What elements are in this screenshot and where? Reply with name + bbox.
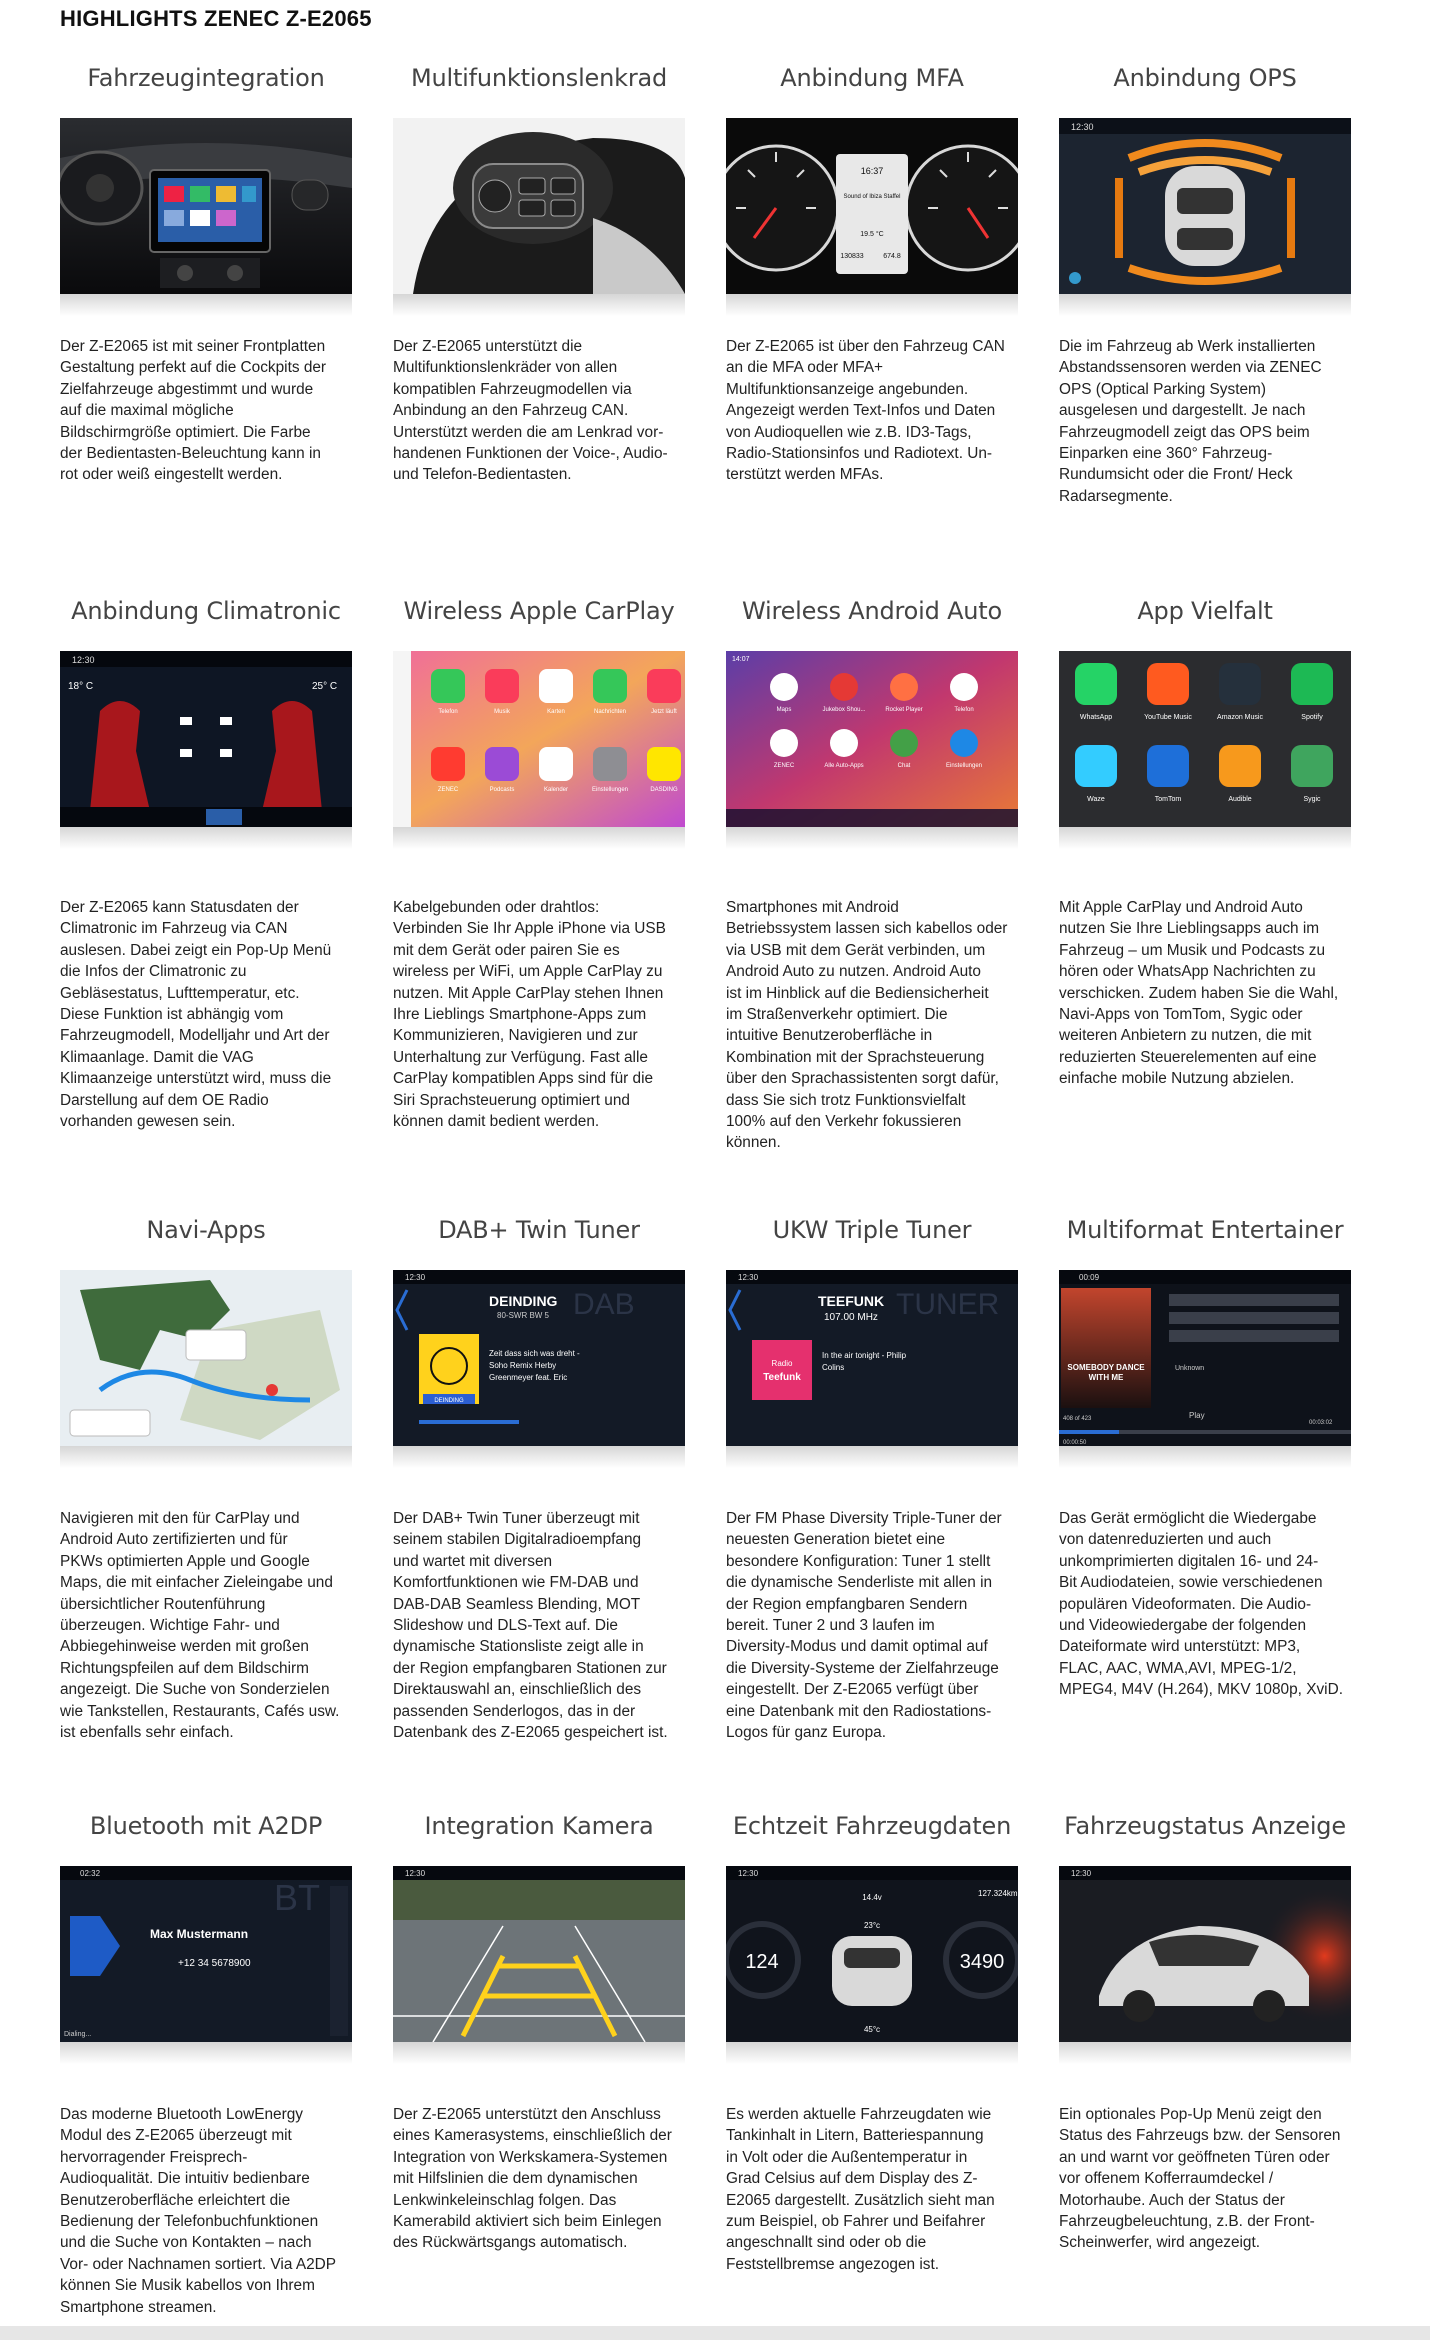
station-ensemble: 80-SWR BW 5: [497, 1311, 550, 1320]
card-description: Der FM Phase Diversity Triple-Tuner der neuesten Generation bietet eine besondere Konfiguration: Tuner 1 stellt die dynamische Senderliste mit allen in der Region empfangbaren Sendern bereit. Tuner 2 und 3 laufen im Diversity-Modus und damit optimal auf die Diversity-Systeme der Zielfahrzeuge eingestellt. Der Z-E2065 verfügt über eine Datenbank mit den Radiostations- Logos für ganz Europa.: [726, 1510, 1002, 1742]
image-shadow: [60, 827, 352, 849]
app-label: Jukebox Shou...: [822, 707, 866, 713]
mfa-trip: 674.8: [883, 253, 901, 260]
card-title: UKW Triple Tuner: [772, 1216, 972, 1244]
feature-card-anbindung-ops: [1059, 64, 1351, 505]
status-time: 12:30: [1071, 122, 1094, 132]
card-description: Smartphones mit Android Betriebssystem lassen sich kabellos oder via USB mit dem Gerät verbinden, um Android Auto zu nutzen. Android Auto ist im Hinblick auf die Bediensicherheit im Straßenverkehr optimiert. Die intuitive Benutzeroberfläche in Kombination mit der Sprachsteuerung über den Sprachassistenten sorgt dafür, dass Sie sich trotz Funktionsvielfalt 100% auf den Verkehr fokussieren können.: [726, 899, 1008, 1152]
card-title: Bluetooth mit A2DP: [89, 1812, 323, 1840]
media-player-screen: [1059, 1270, 1351, 1446]
card-title: App Vielfalt: [1137, 597, 1273, 625]
card-title: Integration Kamera: [424, 1812, 654, 1840]
source-watermark: TUNER: [896, 1288, 1000, 1321]
image-shadow: [393, 827, 685, 849]
image-shadow: [1059, 2042, 1351, 2064]
steering-wheel-buttons-photo: [393, 118, 685, 294]
card-description: Kabelgebunden oder drahtlos: Verbinden Sie Ihr Apple iPhone via USB mit dem Gerät oder pairen Sie es wireless per WiFi, um Apple CarPlay zu nutzen. Mit Apple CarPlay stehen Ihnen Ihre Lieblings Smartphone-Apps zum Kommunizieren, Navigieren und zur Unterhaltung zur Verfügung. Fast alle CarPlay kompatiblen Apps sind für die Siri Sprachsteuerung optimiert und können damit bedient werden.: [393, 899, 666, 1131]
source-watermark: DAB: [573, 1288, 635, 1321]
feature-card-fahrzeugintegration: [60, 64, 352, 484]
track-artist: Colins: [822, 1363, 845, 1372]
app-label: Kalender: [543, 787, 569, 793]
instrument-cluster-photo: [726, 118, 1018, 294]
station-logo-radio: Radio: [771, 1359, 793, 1368]
album-title: SOMEBODY DANCE: [1067, 1363, 1145, 1372]
app-label: Maps: [776, 707, 792, 713]
frequency: 107.00 MHz: [824, 1312, 878, 1323]
card-title: Anbindung MFA: [780, 64, 964, 92]
battery-voltage: 14.4v: [862, 1893, 882, 1902]
app-label: Nachrichten: [593, 709, 627, 715]
feature-card-multifunktionslenkrad: [393, 64, 685, 484]
car-cockpit-photo: [60, 118, 352, 294]
card-description: Der Z-E2065 unterstützt die Multifunktionslenkräder von allen kompatiblen Fahrzeugmodellen via Anbindung an den Fahrzeug CAN. Unterstützt werden die am Lenkrad vor- handenen Funktionen der Voice-, Audio- und Telefon-Bedientasten.: [393, 338, 668, 484]
card-title: Wireless Apple CarPlay: [403, 597, 675, 625]
card-title: Navi-Apps: [146, 1216, 266, 1244]
image-shadow: [1059, 294, 1351, 316]
app-label: Sygic: [1303, 796, 1321, 803]
track-artist: Greenmeyer feat. Eric: [489, 1373, 568, 1382]
status-time: 14:07: [732, 656, 750, 663]
status-time: 12:30: [1071, 1869, 1092, 1878]
app-label: YouTube Music: [1144, 714, 1192, 721]
track-title: In the air tonight - Philip: [822, 1351, 907, 1360]
app-label: ZENEC: [773, 763, 795, 769]
climate-screen: [60, 651, 352, 827]
image-shadow: [60, 2042, 352, 2064]
android-auto-screen: [726, 651, 1018, 827]
app-label: Rocket Player: [885, 707, 923, 713]
card-title: Anbindung Climatronic: [71, 597, 341, 625]
image-shadow: [726, 294, 1018, 316]
contact-number: +12 34 5678900: [178, 1958, 251, 1969]
status-time: 12:30: [738, 1869, 759, 1878]
station-name: TEEFUNK: [818, 1293, 885, 1309]
navigation-map-screen: [60, 1270, 352, 1446]
track-title: Zeit dass sich was dreht -: [489, 1349, 580, 1358]
app-label: Chat: [897, 763, 911, 769]
image-shadow: [1059, 1446, 1351, 1468]
card-description: Der Z-E2065 ist mit seiner Frontplatten Gestaltung perfekt auf die Cockpits der Zielfahrzeuge abgestimmt und wurde auf die maximal mögliche Bildschirmgröße optimiert. Die Farbe der Bedientasten-Beleuchtung kann in rot oder weiß eingestellt werden.: [60, 338, 327, 484]
card-description: Die im Fahrzeug ab Werk installierten Abstandssensoren werden via ZENEC OPS (Optical Parking System) ausgelesen und dargestellt. Je nach Fahrzeugmodell zeigt das OPS beim Einparken eine 360° Fahrzeug- Rundumsicht oder die Front/ Heck Radarsegmente.: [1059, 338, 1322, 505]
fm-radio-screen: [726, 1270, 1018, 1446]
image-shadow: [393, 294, 685, 316]
card-description: Das Gerät ermöglicht die Wiedergabe von datenreduzierten und auch unkomprimierten digitalen 16- und 24- Bit Audiodateien, sowie verschiedenen populären Videoformaten. Die Audio- und Videowiedergabe der folgenden Dateiformate wird unterstützt: MP3, FLAC, AAC, WMA,AVI, MPEG-1/2, MPEG4, M4V (H.264), MKV 1080p, XviD.: [1059, 1510, 1343, 1699]
feature-card-app-vielfalt: [1059, 597, 1351, 1088]
feature-card-anbindung-climatronic: [60, 597, 352, 1131]
image-shadow: [393, 1446, 685, 1468]
app-label: Telefon: [438, 709, 458, 715]
carplay-screen: [393, 651, 685, 827]
contact-name: Max Mustermann: [150, 1927, 249, 1941]
feature-card-ukw-triple-tuner: [726, 1216, 1018, 1742]
status-time: 00:09: [1079, 1273, 1100, 1282]
mfa-odometer: 130833: [840, 253, 864, 260]
feature-card-navi-apps: [60, 1216, 352, 1742]
app-label: Telefon: [954, 707, 974, 713]
image-shadow: [726, 2042, 1018, 2064]
app-label: Amazon Music: [1217, 714, 1263, 721]
station-name: DEINDING: [489, 1293, 558, 1309]
card-title: Multifunktionslenkrad: [410, 64, 668, 92]
feature-card-bluetooth-a2dp: [60, 1812, 352, 2316]
bluetooth-phone-screen: [60, 1866, 352, 2042]
outside-temperature: 23°c: [863, 1921, 881, 1930]
card-description: Der Z-E2065 ist über den Fahrzeug CAN an die MFA oder MFA+ Multifunktionsanzeige angebunden. Angezeigt werden Text-Infos und Daten von Audioquellen wie z.B. ID3-Tags, Radio-Stationsinfos und Radiotext. Un- terstützt werden MFAs.: [726, 338, 1005, 484]
card-title: Echtzeit Fahrzeugdaten: [732, 1812, 1012, 1840]
card-title: Multiformat Entertainer: [1066, 1216, 1344, 1244]
elapsed-time: 00:00:50: [1063, 1440, 1087, 1446]
app-label: Podcasts: [489, 787, 515, 793]
app-label: Spotify: [1301, 714, 1323, 721]
source-watermark: BT: [274, 1877, 321, 1918]
card-title: Fahrzeugintegration: [87, 64, 325, 92]
app-label: DASDING: [650, 787, 678, 793]
feature-card-anbindung-mfa: [726, 64, 1018, 484]
station-logo-text: DEINDING: [434, 1398, 464, 1404]
app-label: Jetzt läuft: [651, 709, 677, 715]
card-title: Fahrzeugstatus Anzeige: [1064, 1812, 1346, 1840]
footer-bar: [0, 2326, 1430, 2340]
temp-right: 25° C: [312, 681, 338, 692]
status-time: 12:30: [405, 1869, 426, 1878]
status-time: 12:30: [738, 1273, 759, 1282]
dab-radio-screen: [393, 1270, 685, 1446]
feature-card-fahrzeugstatus-anzeige: [1059, 1812, 1351, 2252]
rear-camera-screen: [393, 1866, 685, 2042]
vehicle-data-screen: [726, 1866, 1018, 2042]
feature-card-multiformat-entertainer: [1059, 1216, 1351, 1699]
odometer: 127.324km: [978, 1889, 1018, 1898]
image-shadow: [726, 1446, 1018, 1468]
station-logo-text: Teefunk: [763, 1372, 801, 1383]
card-description: Der Z-E2065 unterstützt den Anschluss eines Kamerasystems, einschließlich der Integration von Werkskamera-Systemen mit Hilfslinien die dem dynamischen Lenkwinkeleinschlag folgen. Das Kamerabild aktiviert sich beim Einlegen des Rückwärtsgangs automatisch.: [393, 2106, 672, 2252]
parking-sensor-screen: [1059, 118, 1351, 294]
coolant-temperature: 45°c: [863, 2025, 881, 2034]
mfa-temperature: 19.5 °C: [860, 231, 884, 238]
status-time: 12:30: [72, 655, 95, 665]
app-label: Waze: [1087, 796, 1105, 803]
rpm-value: 3490: [959, 1951, 1005, 1973]
app-label: Alle Auto-Apps: [824, 763, 864, 769]
feature-card-wireless-apple-carplay: [393, 597, 685, 1131]
play-label: Play: [1189, 1411, 1205, 1420]
card-description: Ein optionales Pop-Up Menü zeigt den Status des Fahrzeugs bzw. der Sensoren an und warnt vor geöffneten Türen oder vor offenem Kofferraumdeckel / Motorhaube. Auch der Status der Fahrzeugbeleuchtung, z.B. der Front- Scheinwerfer, wird angezeigt.: [1059, 2106, 1341, 2252]
card-description: Der DAB+ Twin Tuner überzeugt mit seinem stabilen Digitalradioempfang und wartet mit diversen Komfortfunktionen wie FM-DAB und DAB-DAB Seamless Blending, MOT Slideshow und DLS-Text auf. Die dynamische Stationsliste zeigt alle in der Region empfangbaren Stationen zur Direktauswahl an, einschließlich des passenden Senderlogos, das in der Datenbank des Z-E2065 gespeichert ist.: [393, 1510, 668, 1742]
card-title: Anbindung OPS: [1113, 64, 1297, 92]
status-time: 02:32: [80, 1869, 101, 1878]
temp-left: 18° C: [68, 681, 94, 692]
feature-card-wireless-android-auto: [726, 597, 1018, 1152]
app-label: ZENEC: [437, 787, 459, 793]
feature-card-dab-twin-tuner: [393, 1216, 685, 1742]
status-time: 12:30: [405, 1273, 426, 1282]
card-description: Navigieren mit den für CarPlay und Android Auto zertifizierten und für PKWs optimierten Apple und Google Maps, die mit einfacher Zieleingabe und übersichtlicher Routenführung überzeugen. Wichtige Fahr- und Abbiegehinweise werden mit großen Richtungspfeilen auf dem Bildschirm angezeigt. Die Suche von Sonderzielen wie Tankstellen, Restaurants, Cafés usw. ist ebenfalls sehr einfach.: [60, 1510, 340, 1742]
app-label: WhatsApp: [1079, 714, 1113, 721]
total-time: 00:03:02: [1309, 1420, 1333, 1426]
card-title: DAB+ Twin Tuner: [438, 1216, 640, 1244]
image-shadow: [1059, 827, 1351, 849]
image-shadow: [393, 2042, 685, 2064]
card-description: Der Z-E2065 kann Statusdaten der Climatronic im Fahrzeug via CAN auslesen. Dabei zeigt ein Pop-Up Menü die Infos der Climatronic zu Gebläsestatus, Lufttemperatur, etc. Diese Funktion ist abhängig vom Fahrzeugmodell, Modelljahr und Art der Klimaanlage. Damit die VAG Klimaanzeige unterstützt wird, muss die Darstellung auf dem OE Radio vorhanden gewesen sein.: [60, 899, 332, 1131]
app-label: Einstellungen: [591, 787, 629, 793]
mfa-track: Sound of Ibiza Staffel: [843, 194, 901, 200]
image-shadow: [60, 294, 352, 316]
app-label: TomTom: [1154, 796, 1182, 803]
app-label: Musik: [494, 709, 510, 715]
image-shadow: [726, 827, 1018, 849]
app-label: Karten: [547, 709, 565, 715]
track-counter: 408 of 423: [1063, 1416, 1092, 1422]
card-description: Mit Apple CarPlay und Android Auto nutzen Sie Ihre Lieblingsapps auch im Fahrzeug – um Musik und Podcasts zu hören oder WhatsApp Nachrichten zu verschicken. Zudem haben Sie die Wahl, Navi-Apps von TomTom, Sygic oder weiteren Anbietern zu nutzen, die mit reduzierten Steuerelementen auf eine einfache mobile Nutzung abzielen.: [1059, 899, 1339, 1088]
album-subtitle: WITH ME: [1088, 1373, 1124, 1382]
call-status: Dialing...: [64, 2031, 92, 2038]
card-description: Das moderne Bluetooth LowEnergy Modul des Z-E2065 überzeugt mit hervorragender Freisprech- Audioqualität. Die intuitiv bedienbare Benutzeroberfläche erleichtert die Bedienung der Telefonbuchfunktionen und die Suche von Kontakten – nach Vor- oder Nachnamen sortiert. Via A2DP können Sie Musik kabellos von Ihrem Smartphone streamen.: [60, 2106, 337, 2316]
card-title: Wireless Android Auto: [742, 597, 1002, 625]
image-shadow: [60, 1446, 352, 1468]
track-remix: Soho Remix Herby: [489, 1361, 557, 1370]
mfa-time: 16:37: [860, 166, 884, 176]
artist-label: Unknown: [1175, 1365, 1205, 1372]
app-label: Einstellungen: [945, 763, 983, 769]
app-label: Audible: [1228, 796, 1252, 803]
feature-card-echtzeit-fahrzeugdaten: [726, 1812, 1018, 2273]
feature-card-integration-kamera: [393, 1812, 685, 2252]
app-icons-grid: [1059, 651, 1351, 827]
vehicle-status-screen: [1059, 1866, 1351, 2042]
card-description: Es werden aktuelle Fahrzeugdaten wie Tankinhalt in Litern, Batteriespannung in Volt oder die Außentemperatur in Grad Celsius auf dem Display des Z- E2065 dargestellt. Zusätzlich sieht man zum Beispiel, ob Fahrer und Beifahrer angeschnallt sind oder ob die Feststellbremse angezogen ist.: [726, 2106, 995, 2273]
page-title: HIGHLIGHTS ZENEC Z-E2065: [60, 6, 372, 31]
speed-value: 124: [745, 1951, 779, 1973]
